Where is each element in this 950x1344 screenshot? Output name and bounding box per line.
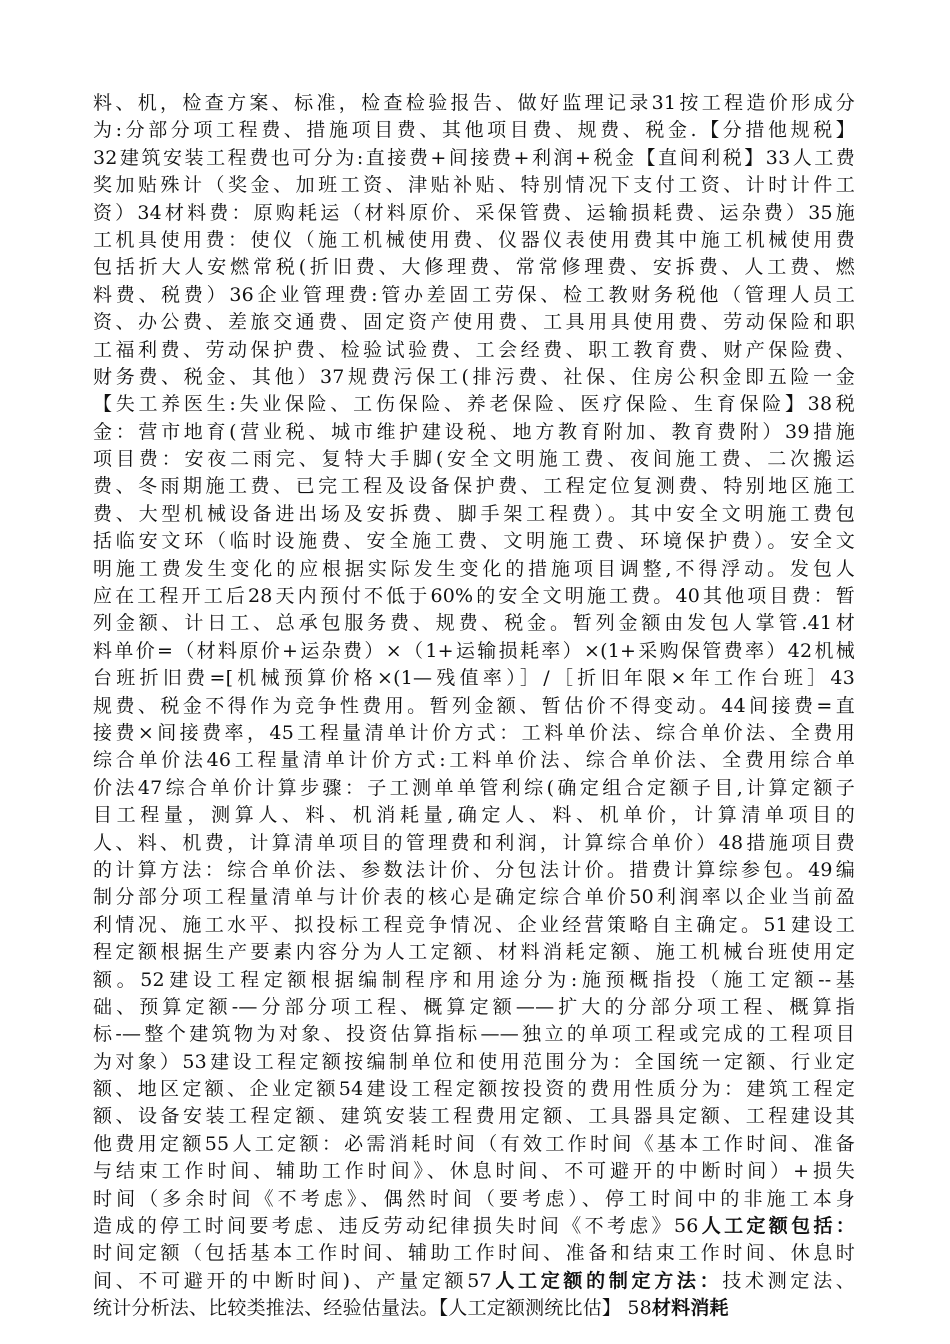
text-run: 规费、税金不得作为竞争性费用。暂列金额、暂估价不得变动。44间接费=直 bbox=[93, 694, 855, 717]
text-line bbox=[93, 912, 855, 939]
text-run: 造成的停工时间要考虑、违反劳动纪律损失时间《不考虑》56 bbox=[93, 1215, 699, 1238]
document-page bbox=[93, 90, 855, 1323]
text-run: 包括折大人安燃常税(折旧费、大修理费、常常修理费、安拆费、人工费、燃 bbox=[93, 256, 855, 279]
text-line bbox=[93, 665, 855, 692]
text-line bbox=[93, 419, 855, 446]
text-run: 额、地区定额、企业定额54建设工程定额按投资的费用性质分为：建筑工程定 bbox=[93, 1078, 855, 1101]
text-run: 为对象）53建设工程定额按编制单位和使用范围分为：全国统一定额、行业定 bbox=[93, 1050, 855, 1073]
text-line bbox=[93, 227, 855, 254]
text-line bbox=[93, 200, 855, 227]
text-run: 与结束工作时间、辅助工作时间》、休息时间、不可避开的中断时间）+损失 bbox=[93, 1160, 855, 1183]
bold-text-run: 材料消耗 bbox=[651, 1297, 729, 1320]
text-line bbox=[93, 117, 855, 144]
text-run: 技术测定法、 bbox=[722, 1269, 855, 1292]
text-line bbox=[93, 391, 855, 418]
text-run: 综合单价法46工程量清单计价方式:工料单价法、综合单价法、全费用综合单 bbox=[93, 749, 855, 772]
text-run: 费、冬雨期施工费、已完工程及设备保护费、工程定位复测费、特别地区施工 bbox=[93, 475, 855, 498]
text-line bbox=[93, 473, 855, 500]
text-line bbox=[93, 282, 855, 309]
text-line bbox=[93, 775, 855, 802]
text-run: 人、料、机费，计算清单项目的管理费和利润，计算综合单价）48措施项目费 bbox=[93, 831, 855, 854]
text-run: 工福利费、劳动保护费、检验试验费、工会经费、职工教育费、财产保险费、 bbox=[93, 338, 855, 361]
text-line bbox=[93, 556, 855, 583]
text-line bbox=[93, 939, 855, 966]
text-run: 时间定额（包括基本工作时间、辅助工作时间、准备和结束工作时间、休息时 bbox=[93, 1242, 855, 1265]
text-run: 金：营市地育(营业税、城市维护建设税、地方教育附加、教育费附）39措施 bbox=[93, 420, 855, 443]
text-run: 列金额、计日工、总承包服务费、规费、税金。暂列金额由发包人掌管.41材 bbox=[93, 612, 855, 635]
text-run: 料费、税费）36企业管理费:管办差固工劳保、检工教财务税他（管理人员工 bbox=[93, 283, 855, 306]
text-run: 工机具使用费：使仪（施工机械使用费、仪器仪表使用费其中施工机械使用费 bbox=[93, 228, 855, 251]
text-line bbox=[93, 1049, 855, 1076]
text-line bbox=[93, 967, 855, 994]
text-line bbox=[93, 1076, 855, 1103]
text-line bbox=[93, 884, 855, 911]
text-line bbox=[93, 638, 855, 665]
text-line bbox=[93, 1240, 855, 1267]
bold-text-run: 人工定额的制定方法： bbox=[491, 1269, 723, 1292]
text-run: 利情况、施工水平、拟投标工程竞争情况、企业经营策略自主确定。51建设工 bbox=[93, 913, 855, 936]
bold-text-run: 人工定额包括： bbox=[698, 1215, 855, 1238]
text-run: 资、办公费、差旅交通费、固定资产使用费、工具用具使用费、劳动保险和职 bbox=[93, 311, 855, 334]
text-line bbox=[93, 1131, 855, 1158]
text-line bbox=[93, 583, 855, 610]
text-run: 额、设备安装工程定额、建筑安装工程费用定额、工具器具定额、工程建设其 bbox=[93, 1105, 855, 1128]
text-line bbox=[93, 172, 855, 199]
text-line bbox=[93, 309, 855, 336]
text-line bbox=[93, 254, 855, 281]
text-line bbox=[93, 610, 855, 637]
text-line bbox=[93, 446, 855, 473]
text-line bbox=[93, 1103, 855, 1130]
text-line bbox=[93, 337, 855, 364]
text-run: 料、机，检查方案、标准，检查检验报告、做好监理记录31按工程造价形成分 bbox=[93, 92, 855, 114]
text-run: 财务费、税金、其他）37规费污保工(排污费、社保、住房公积金即五险一金 bbox=[93, 365, 855, 388]
text-line bbox=[93, 90, 855, 117]
text-run: 接费×间接费率，45工程量清单计价方式：工料单价法、综合单价法、全费用 bbox=[93, 721, 855, 744]
text-run: 应在工程开工后28天内预付不低于60%的安全文明施工费。40其他项目费：暂 bbox=[93, 585, 855, 608]
text-run: 程定额根据生产要素内容分为人工定额、材料消耗定额、施工机械台班使用定 bbox=[93, 941, 855, 964]
text-line bbox=[93, 1158, 855, 1185]
text-run: 标-—整个建筑物为对象、投资估算指标——独立的单项工程或完成的工程项目 bbox=[93, 1023, 855, 1046]
text-run: 时间（多余时间《不考虑》、偶然时间（要考虑）、停工时间中的非施工本身 bbox=[93, 1187, 855, 1210]
text-line bbox=[93, 830, 855, 857]
text-run: 的计算方法：综合单价法、参数法计价、分包法计价。措费计算综参包。49编 bbox=[93, 858, 855, 881]
text-line bbox=[93, 747, 855, 774]
text-line bbox=[93, 364, 855, 391]
text-run: 间、不可避开的中断时间)、产量定额57 bbox=[93, 1269, 492, 1292]
text-line bbox=[93, 1295, 855, 1322]
text-run: 【失工养医生:失业保险、工伤保险、养老保险、医疗保险、生育保险】38税 bbox=[93, 393, 855, 416]
text-run: 目工程量，测算人、料、机消耗量,确定人、料、机单价，计算清单项目的 bbox=[93, 804, 855, 827]
text-run: 32建筑安装工程费也可分为:直接费+间接费+利润+税金【直间利税】33人工费 bbox=[93, 146, 855, 169]
text-run: 价法47综合单价计算步骤：子工测单单管利综(确定组合定额子目,计算定额子 bbox=[93, 776, 855, 799]
text-run: 括临安文环（临时设施费、安全施工费、文明施工费、环境保护费）。安全文 bbox=[93, 530, 855, 553]
text-run: 明施工费发生变化的应根据实际发生变化的措施项目调整,不得浮动。发包人 bbox=[93, 557, 855, 580]
text-run: 台班折旧费=[机械预算价格×(1—残值率）］/［折旧年限×年工作台班］43 bbox=[93, 667, 855, 690]
text-line bbox=[93, 693, 855, 720]
text-run: 额。52建设工程定额根据编制程序和用途分为:施预概指投（施工定额--基 bbox=[93, 968, 855, 991]
text-run: 费、大型机械设备进出场及安拆费、脚手架工程费）。其中安全文明施工费包 bbox=[93, 502, 855, 525]
text-line bbox=[93, 1021, 855, 1048]
text-run: 奖加贴殊计（奖金、加班工资、津贴补贴、特别情况下支付工资、计时计件工 bbox=[93, 174, 855, 197]
text-line bbox=[93, 1213, 855, 1240]
text-run: 他费用定额55人工定额：必需消耗时间（有效工作时间《基本工作时间、准备 bbox=[93, 1132, 855, 1155]
text-run: 统计分析法、比较类推法、经验估量法。【人工定额测统比估】 58 bbox=[93, 1297, 652, 1320]
text-line bbox=[93, 501, 855, 528]
text-line bbox=[93, 802, 855, 829]
text-run: 为:分部分项工程费、措施项目费、其他项目费、规费、税金.【分措他规税】 bbox=[93, 119, 855, 142]
text-line bbox=[93, 994, 855, 1021]
text-run: 础、预算定额-—分部分项工程、概算定额——扩大的分部分项工程、概算指 bbox=[93, 995, 855, 1018]
text-line bbox=[93, 1186, 855, 1213]
text-run: 料单价=（材料原价+运杂费）×（1+运输损耗率）×(1+采购保管费率）42机械 bbox=[93, 639, 855, 662]
text-run: 制分部分项工程量清单与计价表的核心是确定综合单价50利润率以企业当前盈 bbox=[93, 886, 855, 909]
text-line bbox=[93, 528, 855, 555]
text-line bbox=[93, 857, 855, 884]
text-line bbox=[93, 1268, 855, 1295]
text-line bbox=[93, 145, 855, 172]
text-line bbox=[93, 720, 855, 747]
text-run: 资）34材料费：原购耗运（材料原价、采保管费、运输损耗费、运杂费）35施 bbox=[93, 201, 855, 224]
text-run: 项目费：安夜二雨完、复特大手脚(安全文明施工费、夜间施工费、二次搬运 bbox=[93, 448, 855, 471]
